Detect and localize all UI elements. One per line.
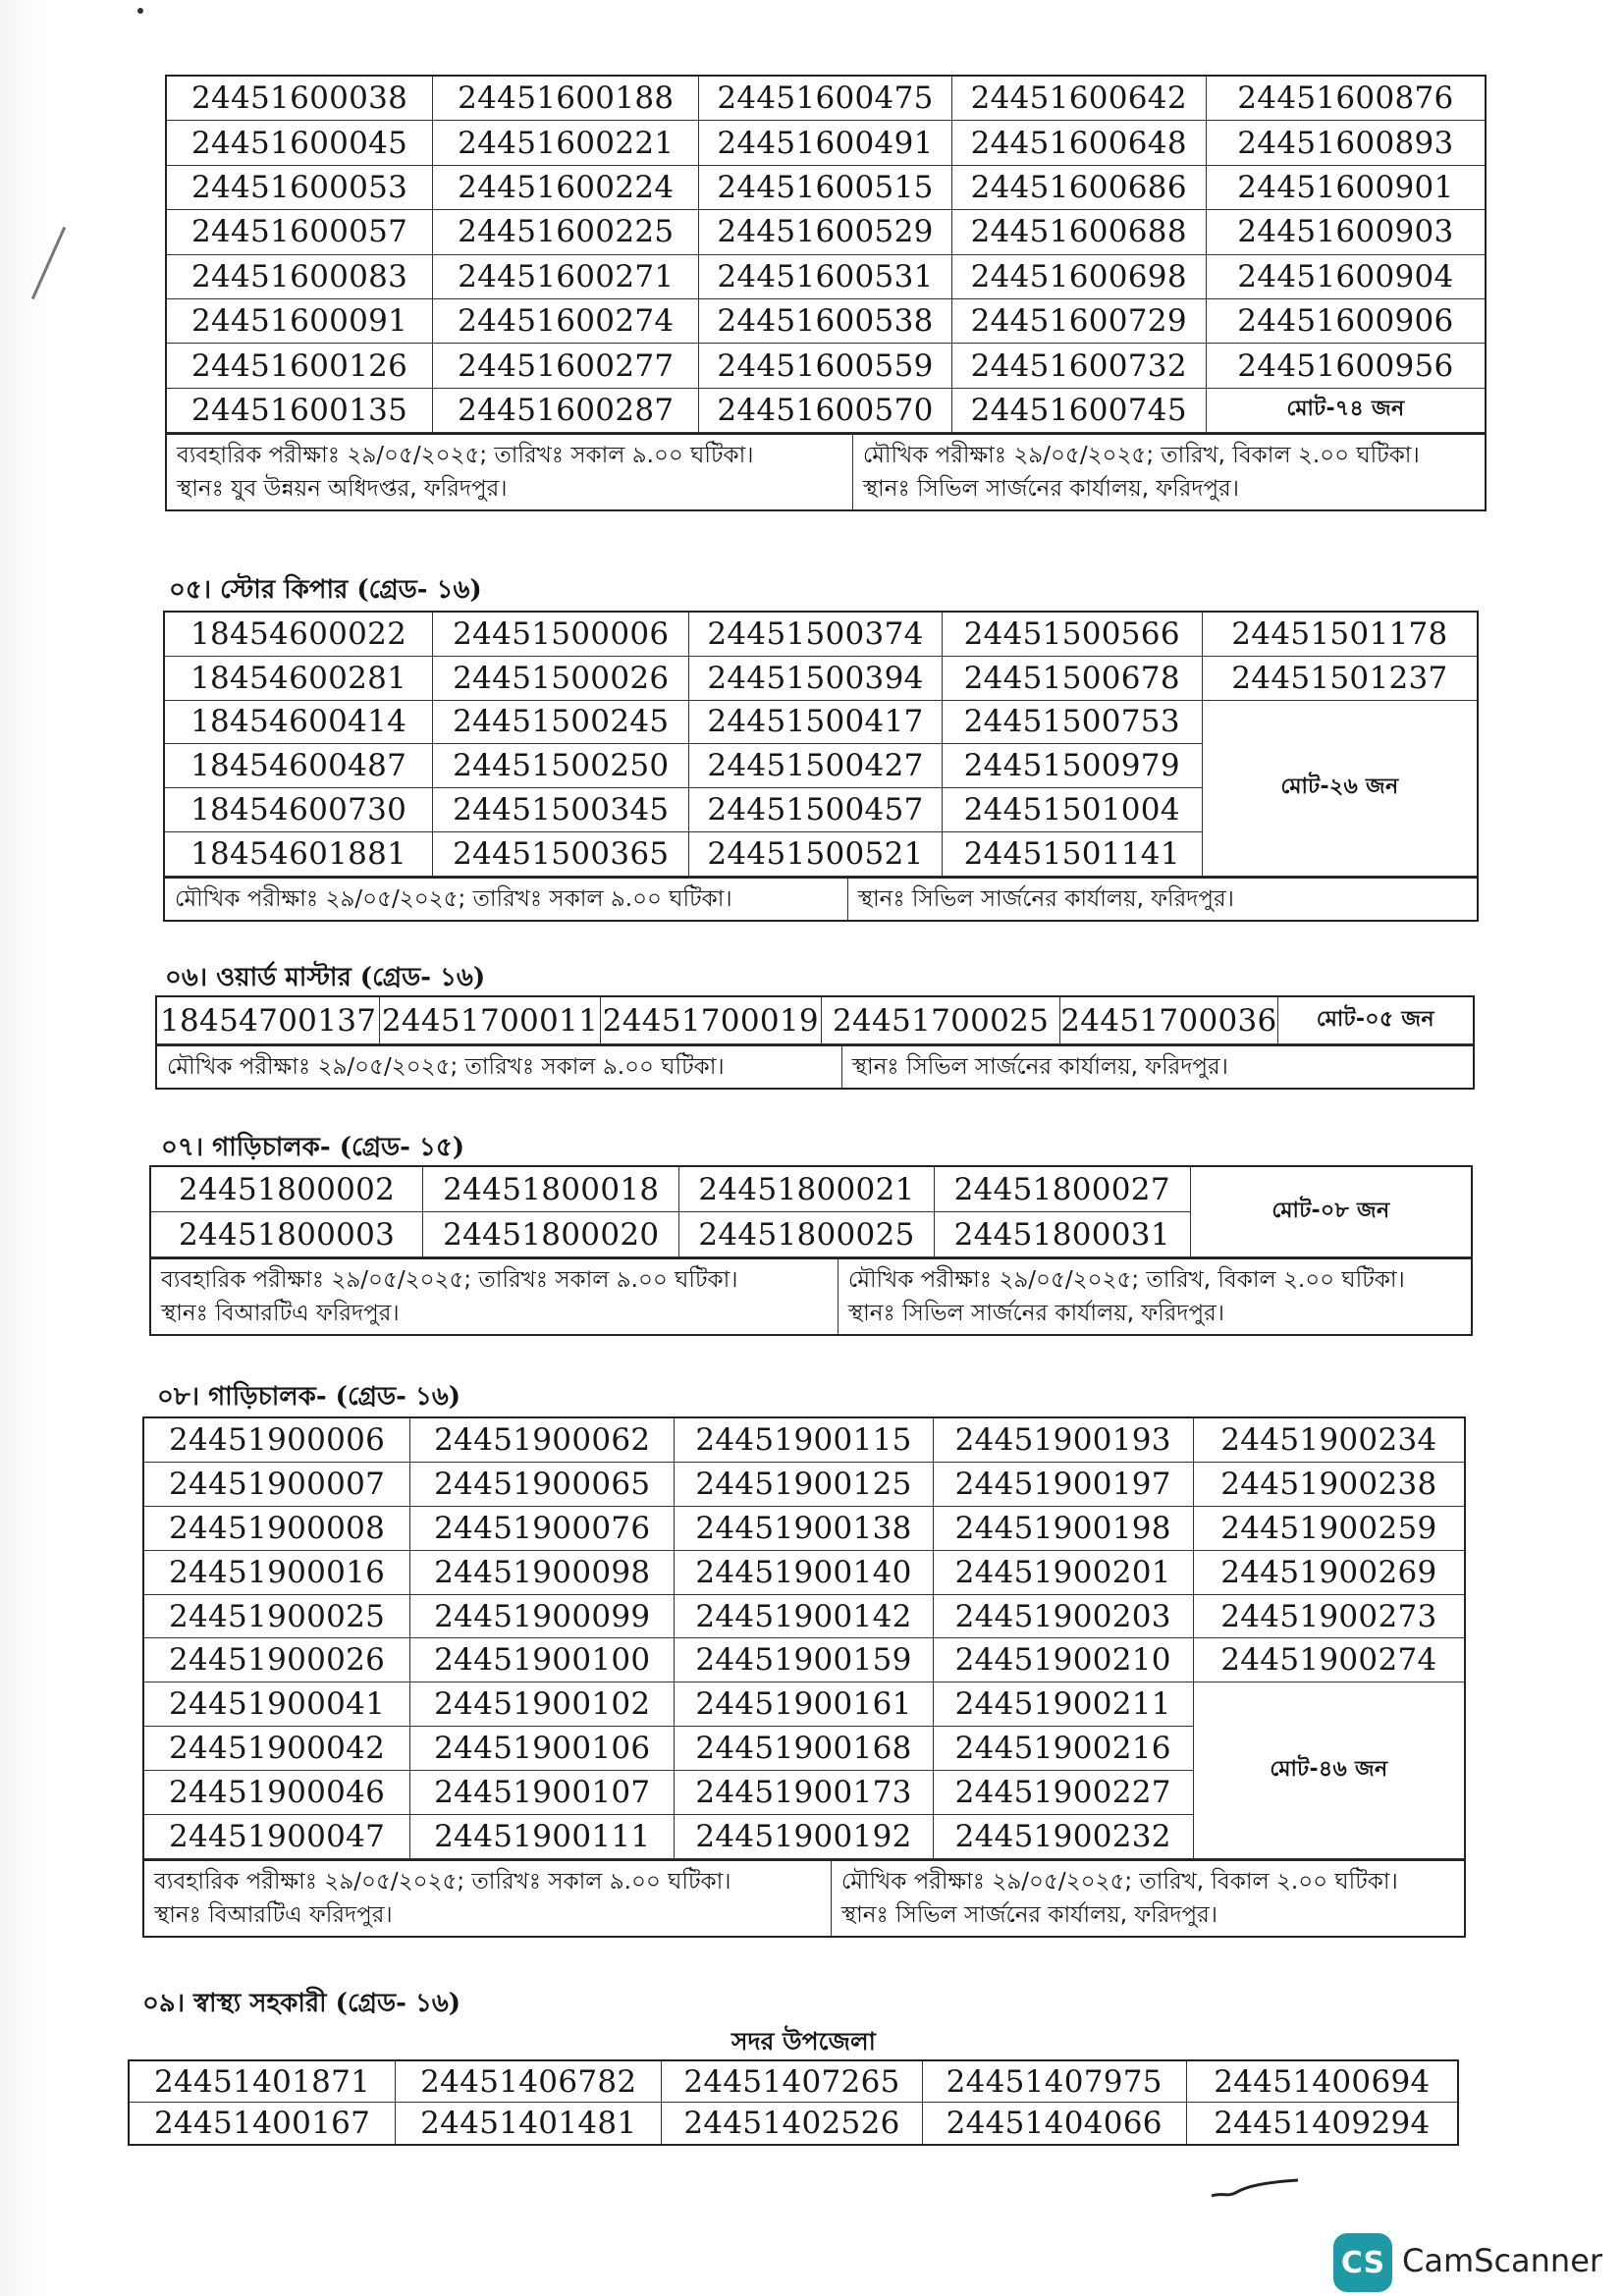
roll-number-cell: 24451600538 [699, 299, 951, 344]
roll-number-cell: 24451600491 [699, 121, 951, 165]
section-06-title: ০৬। ওয়ার্ড মাস্টার (গ্রেড- ১৬) [165, 963, 486, 992]
roll-number-cell: 24451900198 [934, 1507, 1194, 1551]
roll-grid [165, 613, 1477, 877]
roll-number-cell: 24451900042 [144, 1727, 410, 1771]
roll-number-cell: 24451600287 [433, 389, 699, 433]
section-09-title: ০৯। স্বাস্থ্য সহকারী (গ্রেড- ১৬) [142, 1989, 461, 2018]
exam-schedule-row [165, 877, 1477, 920]
roll-number-cell: 24451500245 [433, 701, 689, 745]
roll-number-cell: 24451500521 [689, 832, 942, 877]
roll-number-cell: 24451600893 [1207, 121, 1485, 165]
viva-exam-info [841, 1046, 1473, 1088]
roll-number-cell: 24451900274 [1194, 1638, 1464, 1682]
roll-number-cell: 24451600135 [167, 389, 433, 433]
roll-number-cell: 24451400167 [130, 2103, 396, 2144]
roll-number-cell: 24451600038 [167, 77, 433, 121]
roll-number-cell: 24451900062 [410, 1418, 675, 1463]
roll-number-cell: 24451600188 [433, 77, 699, 121]
roll-number-cell: 24451600956 [1207, 344, 1485, 388]
roll-number-cell: 24451900102 [410, 1682, 675, 1727]
roll-number-cell: 24451900065 [410, 1463, 675, 1507]
roll-number-cell: 24451900111 [410, 1815, 675, 1859]
exam-schedule-row [167, 433, 1485, 509]
roll-grid [151, 1167, 1471, 1257]
roll-number-cell: 24451600904 [1207, 255, 1485, 299]
roll-number-cell: 24451600729 [952, 299, 1207, 344]
roll-grid [130, 2061, 1457, 2144]
roll-number-cell: 24451600277 [433, 344, 699, 388]
roll-number-cell: 24451900238 [1194, 1463, 1464, 1507]
roll-number-cell: 24451900076 [410, 1507, 675, 1551]
roll-number-cell: 24451900140 [675, 1551, 933, 1595]
total-count: মোট-০৮ জন [1191, 1167, 1471, 1257]
roll-number-cell: 24451600053 [167, 166, 433, 210]
schedule-line: স্থানঃ সিভিল সার্জনের কার্যালয়, ফরিদপুর। [857, 885, 1234, 912]
roll-number-cell: 18454700137 [157, 997, 380, 1044]
roll-number-cell: 24451600688 [952, 210, 1207, 254]
health-assistant-roll-table [128, 2059, 1459, 2146]
roll-number-cell: 24451600224 [433, 166, 699, 210]
roll-number-cell: 24451900138 [675, 1507, 933, 1551]
roll-number-cell: 24451900099 [410, 1595, 675, 1639]
roll-number-cell: 18454600487 [165, 744, 433, 788]
roll-number-cell: 24451900273 [1194, 1595, 1464, 1639]
roll-number-cell: 24451800031 [935, 1212, 1191, 1257]
roll-number-cell: 24451900008 [144, 1507, 410, 1551]
viva-exam-info [852, 435, 1485, 509]
store-keeper-roll-table [163, 611, 1479, 922]
roll-number-cell: 24451500026 [433, 657, 689, 701]
roll-number-cell: 24451600559 [699, 344, 951, 388]
roll-number-cell: 24451600475 [699, 77, 951, 121]
roll-number-cell: 24451600876 [1207, 77, 1485, 121]
schedule-line: স্থানঃ সিভিল সার্জনের কার্যালয়, ফরিদপুর। [847, 1301, 1224, 1326]
schedule-line: মৌখিক পরীক্ষাঃ ২৯/০৫/২০২৫; তারিখ, বিকাল ২.০০ ঘটিকা। [862, 443, 1420, 469]
roll-number-cell: 24451800003 [151, 1212, 423, 1257]
roll-number-cell: 24451600515 [699, 166, 951, 210]
roll-number-cell: 24451900107 [410, 1771, 675, 1815]
roll-number-cell: 24451500678 [943, 657, 1203, 701]
total-count: মোট-৭৪ জন [1207, 389, 1485, 433]
roll-number-cell: 24451407975 [923, 2061, 1187, 2103]
roll-number-cell: 24451900161 [675, 1682, 933, 1727]
roll-number-cell: 24451900115 [675, 1418, 933, 1463]
total-count: মোট-৪৬ জন [1194, 1682, 1464, 1859]
roll-number-cell: 24451600091 [167, 299, 433, 344]
roll-number-cell: 24451900216 [934, 1727, 1194, 1771]
roll-number-cell: 24451600057 [167, 210, 433, 254]
roll-number-cell: 24451900210 [934, 1638, 1194, 1682]
roll-number-cell: 24451600274 [433, 299, 699, 344]
exam-schedule-row [144, 1859, 1464, 1936]
roll-number-cell: 24451600225 [433, 210, 699, 254]
roll-number-cell: 24451500365 [433, 832, 689, 877]
roll-number-cell: 24451900106 [410, 1727, 675, 1771]
practical-exam-info [165, 879, 847, 920]
camscanner-watermark: CamScanner [1402, 2242, 1603, 2279]
roll-number-cell: 24451500979 [943, 744, 1203, 788]
roll-number-cell: 24451800020 [423, 1212, 679, 1257]
roll-number-cell: 24451900201 [934, 1551, 1194, 1595]
roll-number-cell: 24451900159 [675, 1638, 933, 1682]
roll-number-cell: 24451900142 [675, 1595, 933, 1639]
roll-number-cell: 24451500566 [943, 613, 1203, 657]
roll-number-cell: 24451600045 [167, 121, 433, 165]
roll-number-cell: 24451800018 [423, 1167, 679, 1212]
roll-number-cell: 24451900100 [410, 1638, 675, 1682]
schedule-line: মৌখিক পরীক্ষাঃ ২৯/০৫/২০২৫; তারিখ, বিকাল ২.০০ ঘটিকা। [840, 1868, 1398, 1895]
practical-exam-info [144, 1861, 831, 1936]
roll-number-cell: 24451500753 [943, 701, 1203, 745]
roll-number-cell: 24451900232 [934, 1815, 1194, 1859]
roll-number-cell: 24451900026 [144, 1638, 410, 1682]
roll-number-cell: 24451400694 [1187, 2061, 1457, 2103]
section-05-title: ০৫। স্টোর কিপার (গ্রেড- ১৬) [169, 575, 482, 605]
roll-number-cell: 24451900025 [144, 1595, 410, 1639]
roll-number-cell: 24451407265 [662, 2061, 922, 2103]
exam-schedule-row [157, 1044, 1473, 1088]
roll-number-cell: 24451900259 [1194, 1507, 1464, 1551]
roll-number-cell: 24451900047 [144, 1815, 410, 1859]
total-count: মোট-২৬ জন [1203, 701, 1477, 877]
roll-number-cell: 18454600730 [165, 788, 433, 832]
roll-number-cell: 24451501237 [1203, 657, 1477, 701]
roll-number-cell: 24451700036 [1060, 997, 1277, 1044]
schedule-line: স্থানঃ বিআরটিএ ফরিদপুর। [161, 1301, 400, 1326]
roll-number-cell: 24451600903 [1207, 210, 1485, 254]
roll-number-cell: 24451700019 [601, 997, 822, 1044]
roll-number-cell: 24451600531 [699, 255, 951, 299]
roll-number-cell: 24451600221 [433, 121, 699, 165]
roll-number-cell: 24451600745 [952, 389, 1207, 433]
roll-number-cell: 24451409294 [1214, 2106, 1431, 2141]
roll-number-cell: 24451401871 [130, 2061, 396, 2103]
roll-number-cell: 24451900098 [410, 1551, 675, 1595]
roll-number-cell: 18454600281 [165, 657, 433, 701]
roll-number-cell: 24451900269 [1194, 1551, 1464, 1595]
schedule-line: স্থানঃ বিআরটিএ ফরিদপুর। [154, 1901, 393, 1928]
roll-number-cell: 24451600901 [1207, 166, 1485, 210]
roll-number-cell: 24451900193 [934, 1418, 1194, 1463]
schedule-line: মৌখিক পরীক্ষাঃ ২৯/০৫/২০২৫; তারিখ, বিকাল ২.০০ ঘটিকা। [847, 1267, 1405, 1293]
roll-number-cell: 24451800025 [679, 1212, 934, 1257]
section-07-title: ০৭। গাড়িচালক- (গ্রেড- ১৫) [161, 1133, 465, 1162]
roll-number-cell: 24451600083 [167, 255, 433, 299]
schedule-line: স্থানঃ সিভিল সার্জনের কার্যালয়, ফরিদপুর। [851, 1054, 1228, 1080]
roll-number-cell: 24451700011 [380, 997, 600, 1044]
signature-mark [1208, 2174, 1302, 2204]
roll-number-cell: 24451900192 [675, 1815, 933, 1859]
roll-number-cell: 24451600271 [433, 255, 699, 299]
roll-number-cell: 24451900046 [144, 1771, 410, 1815]
camscanner-logo: CS [1333, 2233, 1392, 2292]
driver-grade-15-roll-table [149, 1165, 1473, 1336]
roll-number-cell: 24451500006 [433, 613, 689, 657]
viva-exam-info [847, 879, 1477, 920]
roll-number-cell: 24451600529 [699, 210, 951, 254]
section-08-title: ০৮। গাড়িচালক- (গ্রেড- ১৬) [157, 1382, 461, 1412]
roll-number-cell: 24451600570 [699, 389, 951, 433]
roll-number-cell: 24451401481 [396, 2103, 662, 2144]
roll-number-cell: 18454600022 [165, 613, 433, 657]
roll-number-cell: 24451900173 [675, 1771, 933, 1815]
roll-number-cell: 24451900234 [1194, 1418, 1464, 1463]
roll-number-cell: 24451500394 [689, 657, 942, 701]
roll-number-cell: 24451501004 [943, 788, 1203, 832]
roll-number-cell: 24451800002 [151, 1167, 423, 1212]
practical-exam-info [151, 1259, 838, 1334]
roll-grid [144, 1418, 1464, 1859]
roll-number-cell: 24451500457 [689, 788, 942, 832]
roll-number-cell: 24451900227 [934, 1771, 1194, 1815]
schedule-line: ব্যবহারিক পরীক্ষাঃ ২৯/০৫/২০২৫; তারিখঃ সকাল ৯.০০ ঘটিকা। [161, 1267, 738, 1293]
roll-number-cell: 24451404066 [923, 2103, 1187, 2144]
roll-number-cell: 24451900016 [144, 1551, 410, 1595]
roll-number-cell: 24451500417 [689, 701, 942, 745]
roll-number-cell: 24451900007 [144, 1463, 410, 1507]
practical-exam-info [167, 435, 852, 509]
schedule-line: স্থানঃ সিভিল সার্জনের কার্যালয়, ফরিদপুর। [840, 1901, 1217, 1928]
ward-master-roll-table [155, 995, 1475, 1090]
practical-exam-info [157, 1046, 841, 1088]
roll-grid [157, 997, 1473, 1044]
schedule-line: স্থানঃ যুব উন্নয়ন অধিদপ্তর, ফরিদপুর। [177, 476, 508, 503]
roll-number-cell: 24451900197 [934, 1463, 1194, 1507]
viva-exam-info [831, 1861, 1464, 1936]
roll-number-cell: 24451600648 [952, 121, 1207, 165]
roll-number-cell: 24451600642 [952, 77, 1207, 121]
schedule-line: ব্যবহারিক পরীক্ষাঃ ২৯/০৫/২০২৫; তারিখঃ সকাল ৯.০০ ঘটিকা। [154, 1868, 731, 1895]
roll-number-cell: 24451501141 [943, 832, 1203, 877]
roll-number-cell: 24451500374 [689, 613, 942, 657]
roll-number-cell: 24451501178 [1203, 613, 1477, 657]
roll-number-cell: 24451600906 [1207, 299, 1485, 344]
roll-number-cell: 24451800021 [679, 1167, 934, 1212]
roll-number-cell: 18454601881 [165, 832, 433, 877]
roll-number-cell: 18454600414 [165, 701, 433, 745]
roll-number-cell: 24451900168 [675, 1727, 933, 1771]
roll-number-cell: 24451406782 [396, 2061, 662, 2103]
driver-grade-16-roll-table [142, 1416, 1466, 1938]
scan-edge-shadow [0, 0, 49, 2296]
roll-number-cell: 24451600686 [952, 166, 1207, 210]
subdistrict-label: সদর উপজেলা [731, 2027, 876, 2056]
total-count: মোট-০৫ জন [1278, 997, 1473, 1044]
schedule-line: মৌখিক পরীক্ষাঃ ২৯/০৫/২০২৫; তারিখঃ সকাল ৯.০০ ঘটিকা। [175, 885, 732, 912]
roll-number-cell: 24451600732 [952, 344, 1207, 388]
roll-number-cell: 24451700025 [822, 997, 1060, 1044]
roll-number-cell: 24451600126 [167, 344, 433, 388]
roll-grid [167, 77, 1485, 433]
roll-number-cell: 24451900006 [144, 1418, 410, 1463]
roll-number-cell: 24451500250 [433, 744, 689, 788]
roll-number-cell: 24451402526 [662, 2103, 922, 2144]
schedule-line: মৌখিক পরীক্ষাঃ ২৯/০৫/২০২৫; তারিখঃ সকাল ৯.০০ ঘটিকা। [167, 1054, 725, 1080]
roll-number-cell: 24451800027 [935, 1167, 1191, 1212]
exam-schedule-row [151, 1257, 1471, 1334]
roll-table-continued [165, 75, 1487, 511]
roll-number-cell: 24451500345 [433, 788, 689, 832]
schedule-line: ব্যবহারিক পরীক্ষাঃ ২৯/০৫/২০২৫; তারিখঃ সকাল ৯.০০ ঘটিকা। [177, 443, 754, 469]
roll-number-cell: 24451900041 [144, 1682, 410, 1727]
roll-number-cell: 24451900125 [675, 1463, 933, 1507]
roll-number-cell: 24451600698 [952, 255, 1207, 299]
scan-dot [137, 8, 143, 14]
viva-exam-info [838, 1259, 1471, 1334]
roll-number-cell: 24451900203 [934, 1595, 1194, 1639]
roll-number-cell: 24451900211 [934, 1682, 1194, 1727]
schedule-line: স্থানঃ সিভিল সার্জনের কার্যালয়, ফরিদপুর। [862, 476, 1239, 503]
roll-number-cell: 24451500427 [689, 744, 942, 788]
